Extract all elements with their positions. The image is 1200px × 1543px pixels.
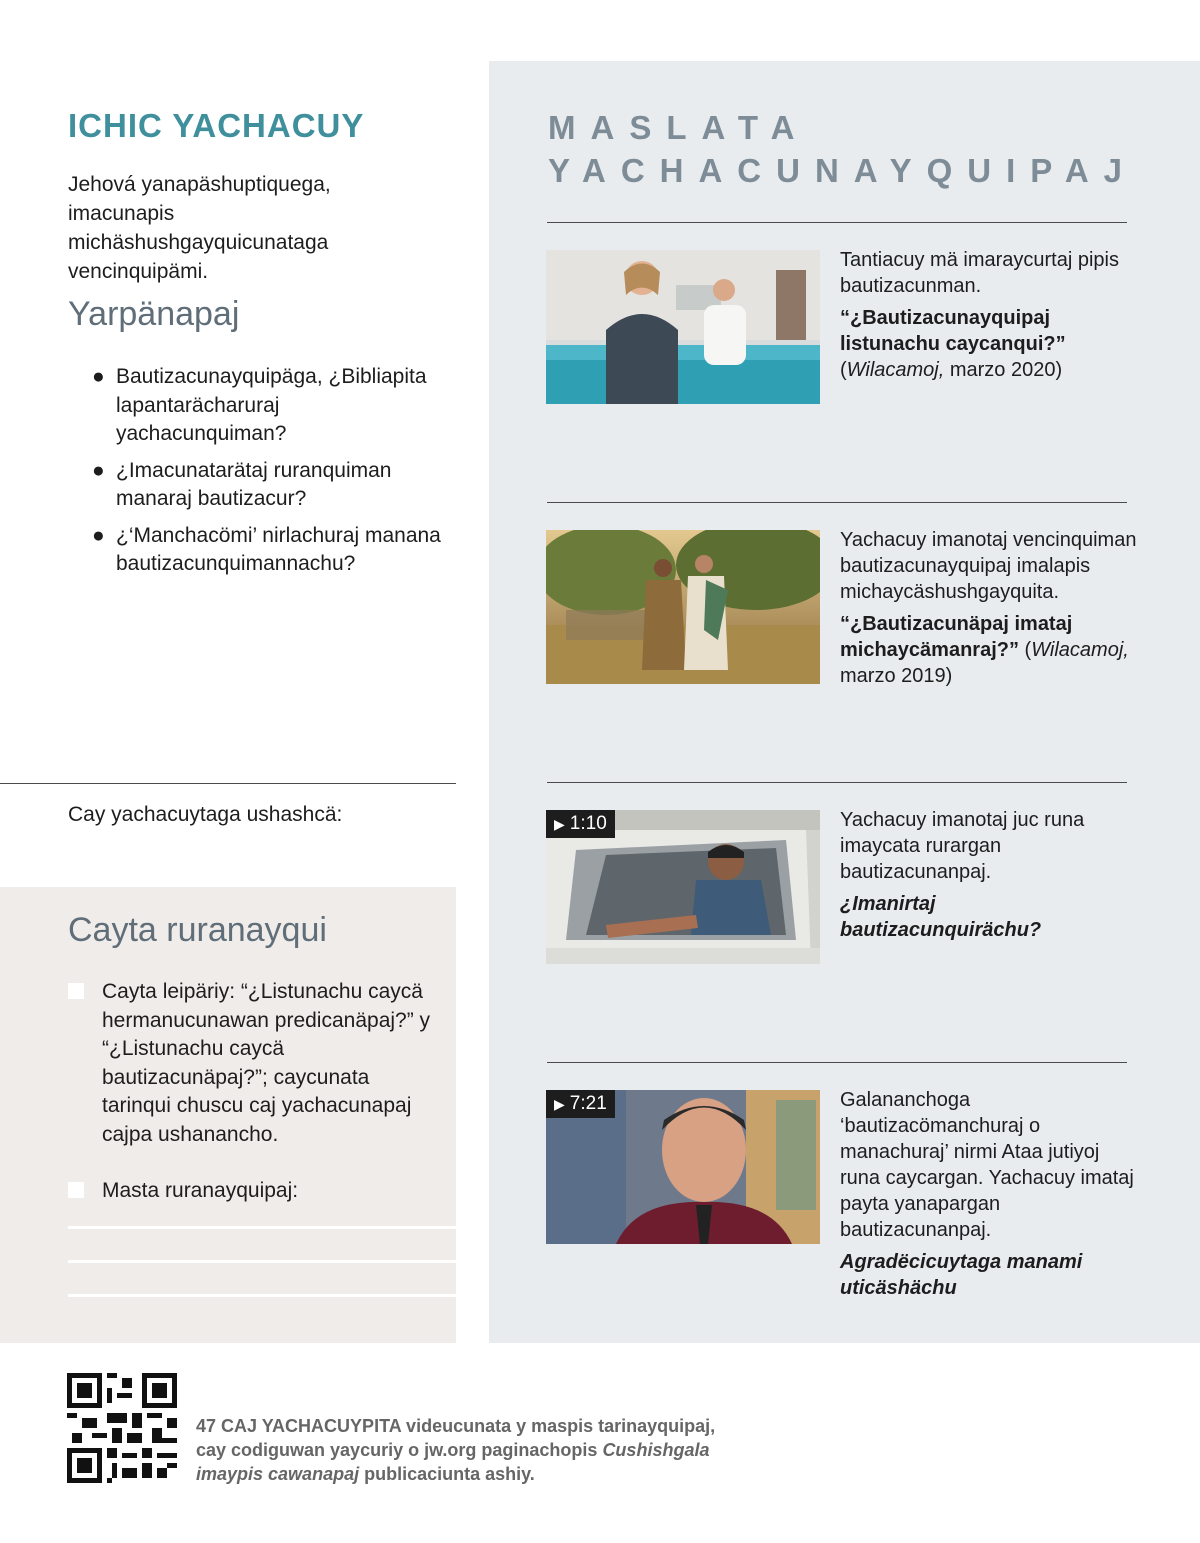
bullet-icon: ● xyxy=(92,365,105,388)
checkbox[interactable] xyxy=(68,983,84,999)
divider xyxy=(547,222,1127,223)
article-link-1[interactable]: “¿Bautizacunayquipaj listunachu caycanqui?” (Wilacamoj, marzo 2020) xyxy=(840,307,1066,381)
play-icon: ▶ xyxy=(554,816,565,832)
write-in-line[interactable] xyxy=(68,1260,456,1263)
bullet-icon: ● xyxy=(92,458,105,482)
bullet-icon: ● xyxy=(92,523,105,547)
divider xyxy=(547,1062,1127,1063)
divider xyxy=(0,783,456,784)
list-item: ● ¿Imacunatarätaj ruranquiman manaraj bautizacur? xyxy=(92,458,392,510)
lesson-heading: ICHIC YACHACUY xyxy=(68,107,365,144)
divider xyxy=(547,782,1127,783)
baptism-photo[interactable] xyxy=(546,250,820,404)
related-material-title: MASLATA YACHACUNAYQUIPAJ xyxy=(548,109,1138,189)
related-item-4: Galananchoga ‘bautizacömanchuraj o manachuraj’ nirmi Ataa jutiyoj runa caycargan. Yachacuy imataj payta yanapargan bautizacunanpaj. Agradëcicuytaga manami uticäshächu xyxy=(840,1087,1140,1301)
related-item-3: Yachacuy imanotaj juc runa imaycata rurargan bautizacunanpaj. ¿Imanirtaj bautizacunquirächu? xyxy=(840,807,1140,943)
divider xyxy=(547,502,1127,503)
man-in-car-video[interactable] xyxy=(546,810,820,964)
related-item-1: Tantiacuy mä imaraycurtaj pipis bautizacunman. “¿Bautizacunayquipaj listunachu caycanqui?” (Wilacamoj, marzo 2020) xyxy=(840,247,1140,383)
lesson-goal: Jehová yanapäshuptiquega, imacunapis michäshushgayquicunataga vencinquipämi. xyxy=(68,173,331,283)
tasks-title: Cayta ruranayqui xyxy=(68,911,327,949)
play-icon: ▶ xyxy=(554,1096,565,1112)
video-duration: ▶ 1:10 xyxy=(546,810,615,838)
learned-label: Cay yachacuytaga ushashcä: xyxy=(68,803,343,826)
article-link-2[interactable]: “¿Bautizacunäpaj imataj michaycämanraj?” (Wilacamoj, marzo 2019) xyxy=(840,613,1129,687)
video-duration: ▶ 7:21 xyxy=(546,1090,615,1118)
review-title: Yarpänapaj xyxy=(68,295,240,333)
smiling-man-video[interactable] xyxy=(546,1090,820,1244)
video-link-3[interactable]: ¿Imanirtaj bautizacunquirächu? xyxy=(840,893,1042,941)
list-item: ● ¿‘Manchacömi’ nirlachuraj manana bautizacunquimannachu? xyxy=(92,523,441,575)
write-in-line[interactable] xyxy=(68,1226,456,1229)
related-item-2: Yachacuy imanotaj vencinquiman bautizacunayquipaj imalapis michaycäshushgayquita. “¿Bautizacunäpaj imataj michaycämanraj?” (Wilacamoj, marzo 2019) xyxy=(840,527,1140,689)
checkbox[interactable] xyxy=(68,1182,84,1198)
qr-code-icon[interactable] xyxy=(67,1373,177,1483)
video-link-4[interactable]: Agradëcicuytaga manami uticäshächu xyxy=(840,1251,1083,1299)
list-item: ● Bautizacunayquipäga, ¿Bibliapita lapantarächaruraj yachacunquiman? xyxy=(92,365,427,445)
philip-eunuch-painting[interactable] xyxy=(546,530,820,684)
footer-note: 47 CAJ YACHACUYPITA videucunata y maspis tarinayquipaj, cay codiguwan yaycuriy o jw.org paginachopis Cushishgala imaypis cawanapaj publicaciunta ashiy. xyxy=(196,1416,716,1484)
review-list xyxy=(92,363,452,587)
write-in-line[interactable] xyxy=(68,1294,456,1297)
